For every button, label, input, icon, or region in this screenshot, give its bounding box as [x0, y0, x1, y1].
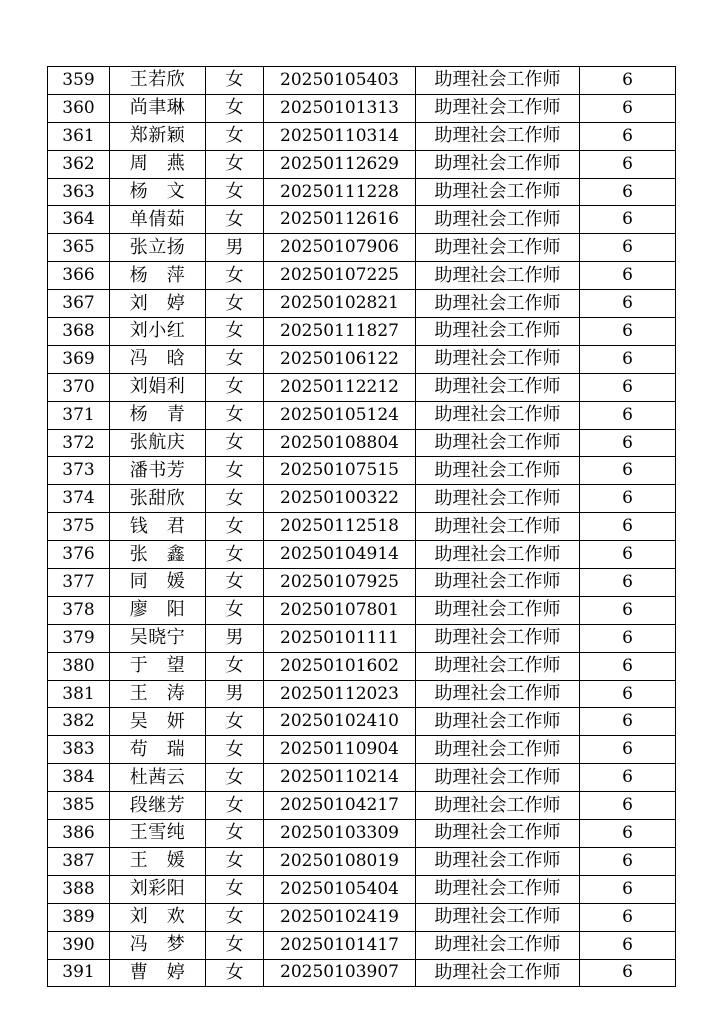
- qualification-cell: 助理社会工作师: [416, 513, 580, 541]
- table-row: [48, 764, 676, 792]
- qualification-cell: 助理社会工作师: [416, 680, 580, 708]
- name-cell: 同 媛: [110, 569, 206, 597]
- sequence-number-cell: 368: [48, 318, 110, 346]
- score-cell: 6: [580, 875, 676, 903]
- name-cell: 吴晓宁: [110, 624, 206, 652]
- gender-cell: 女: [206, 345, 264, 373]
- gender-cell: 女: [206, 373, 264, 401]
- score-cell: 6: [580, 485, 676, 513]
- score-cell: 6: [580, 290, 676, 318]
- table-row: [48, 596, 676, 624]
- table-row: [48, 875, 676, 903]
- sequence-number-cell: 379: [48, 624, 110, 652]
- score-cell: 6: [580, 903, 676, 931]
- score-cell: 6: [580, 624, 676, 652]
- score-cell: 6: [580, 820, 676, 848]
- gender-cell: 女: [206, 318, 264, 346]
- name-cell: 段继芳: [110, 792, 206, 820]
- table-row: [48, 847, 676, 875]
- sequence-number-cell: 374: [48, 485, 110, 513]
- gender-cell: 女: [206, 485, 264, 513]
- qualification-cell: 助理社会工作师: [416, 624, 580, 652]
- sequence-number-cell: 372: [48, 429, 110, 457]
- gender-cell: 女: [206, 206, 264, 234]
- qualification-cell: 助理社会工作师: [416, 206, 580, 234]
- exam-id-cell: 20250105124: [264, 401, 416, 429]
- score-cell: 6: [580, 178, 676, 206]
- name-cell: 刘 欢: [110, 903, 206, 931]
- name-cell: 潘书芳: [110, 457, 206, 485]
- exam-id-cell: 20250103309: [264, 820, 416, 848]
- score-cell: 6: [580, 513, 676, 541]
- gender-cell: 女: [206, 875, 264, 903]
- qualification-cell: 助理社会工作师: [416, 820, 580, 848]
- table-row: [48, 122, 676, 150]
- gender-cell: 女: [206, 67, 264, 95]
- qualification-cell: 助理社会工作师: [416, 596, 580, 624]
- score-cell: 6: [580, 708, 676, 736]
- gender-cell: 女: [206, 596, 264, 624]
- table-row: [48, 457, 676, 485]
- gender-cell: 女: [206, 652, 264, 680]
- exam-id-cell: 20250107225: [264, 262, 416, 290]
- sequence-number-cell: 370: [48, 373, 110, 401]
- qualification-cell: 助理社会工作师: [416, 903, 580, 931]
- exam-id-cell: 20250105403: [264, 67, 416, 95]
- sequence-number-cell: 359: [48, 67, 110, 95]
- name-cell: 于 望: [110, 652, 206, 680]
- qualification-cell: 助理社会工作师: [416, 792, 580, 820]
- exam-id-cell: 20250102410: [264, 708, 416, 736]
- gender-cell: 女: [206, 429, 264, 457]
- qualification-cell: 助理社会工作师: [416, 262, 580, 290]
- score-cell: 6: [580, 234, 676, 262]
- sequence-number-cell: 382: [48, 708, 110, 736]
- table-row: [48, 401, 676, 429]
- gender-cell: 男: [206, 234, 264, 262]
- score-cell: 6: [580, 931, 676, 959]
- qualification-cell: 助理社会工作师: [416, 959, 580, 987]
- qualification-cell: 助理社会工作师: [416, 931, 580, 959]
- sequence-number-cell: 378: [48, 596, 110, 624]
- exam-id-cell: 20250108804: [264, 429, 416, 457]
- table-row: [48, 624, 676, 652]
- qualification-cell: 助理社会工作师: [416, 457, 580, 485]
- gender-cell: 女: [206, 457, 264, 485]
- score-cell: 6: [580, 792, 676, 820]
- score-cell: 6: [580, 652, 676, 680]
- qualification-cell: 助理社会工作师: [416, 847, 580, 875]
- gender-cell: 女: [206, 290, 264, 318]
- qualification-cell: 助理社会工作师: [416, 345, 580, 373]
- name-cell: 单倩茹: [110, 206, 206, 234]
- name-cell: 廖 阳: [110, 596, 206, 624]
- name-cell: 尚聿琳: [110, 94, 206, 122]
- qualification-cell: 助理社会工作师: [416, 67, 580, 95]
- qualification-cell: 助理社会工作师: [416, 875, 580, 903]
- table-row: [48, 150, 676, 178]
- qualification-cell: 助理社会工作师: [416, 401, 580, 429]
- gender-cell: 女: [206, 178, 264, 206]
- sequence-number-cell: 360: [48, 94, 110, 122]
- name-cell: 郑新颖: [110, 122, 206, 150]
- exam-id-cell: 20250106122: [264, 345, 416, 373]
- gender-cell: 女: [206, 903, 264, 931]
- table-row: [48, 206, 676, 234]
- sequence-number-cell: 385: [48, 792, 110, 820]
- sequence-number-cell: 388: [48, 875, 110, 903]
- exam-id-cell: 20250107906: [264, 234, 416, 262]
- score-cell: 6: [580, 736, 676, 764]
- sequence-number-cell: 371: [48, 401, 110, 429]
- table-row: [48, 262, 676, 290]
- table-row: [48, 345, 676, 373]
- name-cell: 张立扬: [110, 234, 206, 262]
- qualification-cell: 助理社会工作师: [416, 429, 580, 457]
- exam-id-cell: 20250112212: [264, 373, 416, 401]
- exam-id-cell: 20250107801: [264, 596, 416, 624]
- qualification-cell: 助理社会工作师: [416, 485, 580, 513]
- gender-cell: 男: [206, 680, 264, 708]
- name-cell: 钱 君: [110, 513, 206, 541]
- sequence-number-cell: 361: [48, 122, 110, 150]
- exam-id-cell: 20250102821: [264, 290, 416, 318]
- name-cell: 杨 文: [110, 178, 206, 206]
- gender-cell: 女: [206, 541, 264, 569]
- sequence-number-cell: 384: [48, 764, 110, 792]
- exam-id-cell: 20250101602: [264, 652, 416, 680]
- qualification-cell: 助理社会工作师: [416, 541, 580, 569]
- exam-id-cell: 20250111228: [264, 178, 416, 206]
- table-row: [48, 652, 676, 680]
- exam-id-cell: 20250112518: [264, 513, 416, 541]
- qualification-cell: 助理社会工作师: [416, 318, 580, 346]
- table-row: [48, 178, 676, 206]
- score-cell: 6: [580, 541, 676, 569]
- sequence-number-cell: 376: [48, 541, 110, 569]
- table-row: [48, 792, 676, 820]
- exam-id-cell: 20250101111: [264, 624, 416, 652]
- table-row: [48, 541, 676, 569]
- name-cell: 刘娟利: [110, 373, 206, 401]
- score-cell: 6: [580, 122, 676, 150]
- table-row: [48, 513, 676, 541]
- sequence-number-cell: 377: [48, 569, 110, 597]
- qualification-cell: 助理社会工作师: [416, 569, 580, 597]
- name-cell: 王 媛: [110, 847, 206, 875]
- name-cell: 刘 婷: [110, 290, 206, 318]
- name-cell: 冯 梦: [110, 931, 206, 959]
- table-row: [48, 94, 676, 122]
- gender-cell: 女: [206, 513, 264, 541]
- sequence-number-cell: 389: [48, 903, 110, 931]
- table-row: [48, 234, 676, 262]
- table-row: [48, 373, 676, 401]
- name-cell: 冯 晗: [110, 345, 206, 373]
- score-cell: 6: [580, 262, 676, 290]
- score-cell: 6: [580, 318, 676, 346]
- exam-id-cell: 20250102419: [264, 903, 416, 931]
- table-row: [48, 290, 676, 318]
- name-cell: 杨 萍: [110, 262, 206, 290]
- sequence-number-cell: 375: [48, 513, 110, 541]
- score-cell: 6: [580, 847, 676, 875]
- gender-cell: 女: [206, 122, 264, 150]
- score-cell: 6: [580, 345, 676, 373]
- exam-id-cell: 20250101313: [264, 94, 416, 122]
- name-cell: 王雪纯: [110, 820, 206, 848]
- exam-id-cell: 20250104217: [264, 792, 416, 820]
- name-cell: 曹 婷: [110, 959, 206, 987]
- gender-cell: 女: [206, 792, 264, 820]
- qualification-cell: 助理社会工作师: [416, 736, 580, 764]
- name-cell: 张甜欣: [110, 485, 206, 513]
- score-cell: 6: [580, 764, 676, 792]
- sequence-number-cell: 383: [48, 736, 110, 764]
- exam-id-cell: 20250112616: [264, 206, 416, 234]
- table-row: [48, 569, 676, 597]
- sequence-number-cell: 363: [48, 178, 110, 206]
- score-cell: 6: [580, 150, 676, 178]
- exam-id-cell: 20250112629: [264, 150, 416, 178]
- table-row: [48, 736, 676, 764]
- exam-id-cell: 20250111827: [264, 318, 416, 346]
- exam-id-cell: 20250103907: [264, 959, 416, 987]
- gender-cell: 女: [206, 262, 264, 290]
- score-cell: 6: [580, 680, 676, 708]
- gender-cell: 女: [206, 959, 264, 987]
- gender-cell: 女: [206, 708, 264, 736]
- gender-cell: 女: [206, 401, 264, 429]
- score-cell: 6: [580, 457, 676, 485]
- gender-cell: 女: [206, 94, 264, 122]
- score-cell: 6: [580, 596, 676, 624]
- exam-id-cell: 20250110214: [264, 764, 416, 792]
- table-row: [48, 903, 676, 931]
- qualification-cell: 助理社会工作师: [416, 373, 580, 401]
- gender-cell: 女: [206, 820, 264, 848]
- name-cell: 苟 瑞: [110, 736, 206, 764]
- gender-cell: 女: [206, 150, 264, 178]
- table-row: [48, 485, 676, 513]
- exam-id-cell: 20250110314: [264, 122, 416, 150]
- qualification-cell: 助理社会工作师: [416, 94, 580, 122]
- qualification-cell: 助理社会工作师: [416, 764, 580, 792]
- exam-id-cell: 20250112023: [264, 680, 416, 708]
- sequence-number-cell: 369: [48, 345, 110, 373]
- roster-table: [47, 66, 676, 987]
- qualification-cell: 助理社会工作师: [416, 150, 580, 178]
- gender-cell: 男: [206, 624, 264, 652]
- sequence-number-cell: 391: [48, 959, 110, 987]
- qualification-cell: 助理社会工作师: [416, 652, 580, 680]
- exam-id-cell: 20250108019: [264, 847, 416, 875]
- exam-id-cell: 20250101417: [264, 931, 416, 959]
- exam-id-cell: 20250100322: [264, 485, 416, 513]
- qualification-cell: 助理社会工作师: [416, 290, 580, 318]
- sequence-number-cell: 381: [48, 680, 110, 708]
- table-row: [48, 820, 676, 848]
- name-cell: 刘小红: [110, 318, 206, 346]
- score-cell: 6: [580, 206, 676, 234]
- sequence-number-cell: 380: [48, 652, 110, 680]
- name-cell: 吴 妍: [110, 708, 206, 736]
- sequence-number-cell: 386: [48, 820, 110, 848]
- roster-body: [48, 67, 676, 987]
- sequence-number-cell: 362: [48, 150, 110, 178]
- qualification-cell: 助理社会工作师: [416, 708, 580, 736]
- exam-id-cell: 20250107515: [264, 457, 416, 485]
- sequence-number-cell: 366: [48, 262, 110, 290]
- sequence-number-cell: 365: [48, 234, 110, 262]
- gender-cell: 女: [206, 569, 264, 597]
- table-row: [48, 318, 676, 346]
- gender-cell: 女: [206, 931, 264, 959]
- name-cell: 刘彩阳: [110, 875, 206, 903]
- score-cell: 6: [580, 429, 676, 457]
- score-cell: 6: [580, 959, 676, 987]
- sequence-number-cell: 373: [48, 457, 110, 485]
- table-row: [48, 429, 676, 457]
- score-cell: 6: [580, 373, 676, 401]
- exam-id-cell: 20250110904: [264, 736, 416, 764]
- gender-cell: 女: [206, 847, 264, 875]
- exam-id-cell: 20250105404: [264, 875, 416, 903]
- name-cell: 杨 青: [110, 401, 206, 429]
- sequence-number-cell: 364: [48, 206, 110, 234]
- gender-cell: 女: [206, 764, 264, 792]
- name-cell: 张 鑫: [110, 541, 206, 569]
- qualification-cell: 助理社会工作师: [416, 234, 580, 262]
- score-cell: 6: [580, 94, 676, 122]
- name-cell: 王若欣: [110, 67, 206, 95]
- table-row: [48, 959, 676, 987]
- name-cell: 王 涛: [110, 680, 206, 708]
- table-row: [48, 708, 676, 736]
- exam-id-cell: 20250104914: [264, 541, 416, 569]
- qualification-cell: 助理社会工作师: [416, 122, 580, 150]
- table-row: [48, 67, 676, 95]
- score-cell: 6: [580, 569, 676, 597]
- name-cell: 张航庆: [110, 429, 206, 457]
- exam-id-cell: 20250107925: [264, 569, 416, 597]
- sequence-number-cell: 387: [48, 847, 110, 875]
- name-cell: 杜茜云: [110, 764, 206, 792]
- sequence-number-cell: 367: [48, 290, 110, 318]
- table-row: [48, 931, 676, 959]
- table-row: [48, 680, 676, 708]
- score-cell: 6: [580, 401, 676, 429]
- gender-cell: 女: [206, 736, 264, 764]
- qualification-cell: 助理社会工作师: [416, 178, 580, 206]
- name-cell: 周 燕: [110, 150, 206, 178]
- score-cell: 6: [580, 67, 676, 95]
- sequence-number-cell: 390: [48, 931, 110, 959]
